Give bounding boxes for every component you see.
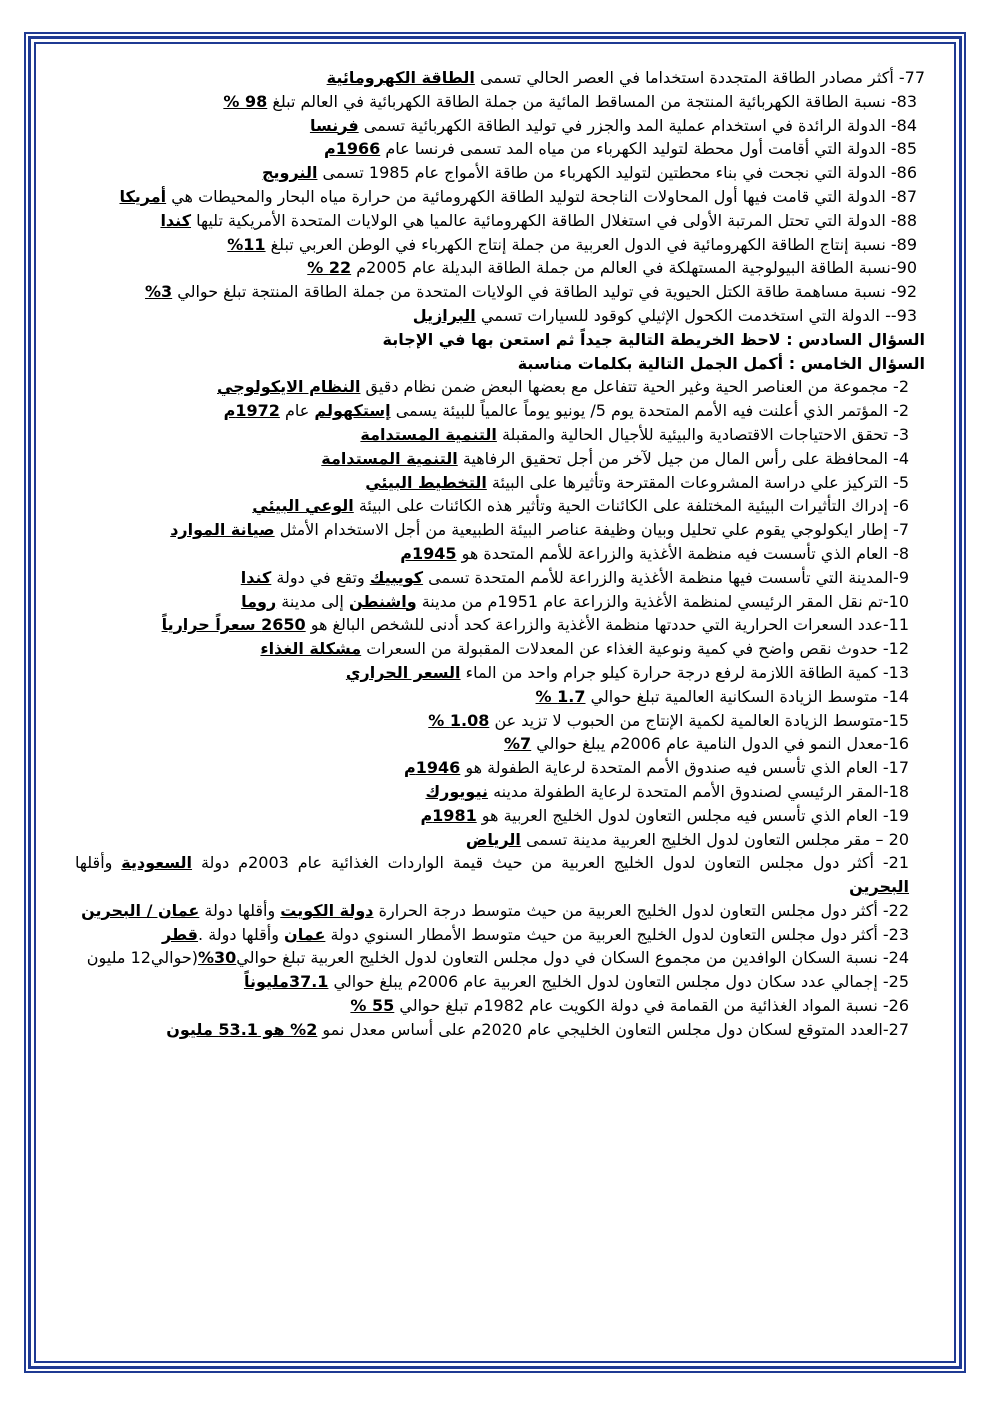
line-77: 77- أكثر مصادر الطاقة المتجددة استخداما في العصر الحالي تسمى الطاقة الكهرومائية (326, 68, 925, 87)
q-25: 25- إجمالي عدد سكان دول مجلس التعاون لدول الخليج العربية عام 2006م يبلغ حوالي 37.1مليوناً (243, 972, 909, 992)
q-22: 22- أكثر دول مجلس التعاون لدول الخليج العربية من حيث متوسط درجة الحرارة دولة الكويت وأقلها دولة عمان / البحرين (81, 900, 909, 920)
q-3: 3- تحقق الاحتياجات الاقتصادية والبيئية للأجيال الحالية والمقبلة التنمية المستدامة (360, 424, 909, 444)
line-89: 89- نسبة إنتاج الطاقة الكهرومائية في الدول العربية من جملة إنتاج الكهرباء في الوطن العربي تبلغ 11% (227, 234, 917, 254)
q-4: 4- المحافظة على رأس المال من جيل لآخر من أجل تحقيق الرفاهية التنمية المستدامة (321, 448, 909, 468)
q-11: 11-عدد السعرات الحرارية التي حددتها منظمة الأغذية والزراعة كحد أدنى للشخص البالغ هو 2650 سعراً حرارياً (161, 615, 909, 635)
section-heading-6: السؤال السادس : لاحظ الخريطة التالية جيداً ثم استعن بها في الإجابة (382, 329, 925, 349)
q-6: 6- إدراك التأثيرات البيئية المختلفة على الكائنات الحية وتأثير هذه الكائنات على البيئة الوعي البيئي (252, 496, 909, 516)
line-87: 87- الدولة التي قامت فيها أول المحاولات الناجحة لتوليد الطاقة الكهرومائية من حرارة مياه البحار والمحيطات هي أمريكا (119, 186, 917, 206)
q-21: 21- أكثر دول مجلس التعاون لدول الخليج العربية من حيث قيمة الواردات الغذائية عام 2003م دولة السعودية وأقلها البحرين (75, 853, 910, 897)
q-18: 18-المقر الرئيسي لصندوق الأمم المتحدة لرعاية الطفولة مدينه نيويورك (425, 781, 909, 801)
document-body (75, 66, 925, 1042)
q-2b: 2- المؤتمر الذي أعلنت فيه الأمم المتحدة يوم 5/ يونيو يوماً عالمياً للبيئة يسمى إستكهولم عام 1972م (223, 401, 909, 421)
q-17: 17- العام الذي تأسس فيه صندوق الأمم المتحدة لرعاية الطفولة هو 1946م (404, 758, 909, 778)
line-83: 83- نسبة الطاقة الكهربائية المنتجة من المساقط المائية من جملة الطاقة الكهربائية في العالم تبلغ 98 % (223, 91, 917, 111)
q-23: 23- أكثر دول مجلس التعاون لدول الخليج العربية من حيث متوسط الأمطار السنوي دولة عمان وأقلها دولة .قطر (162, 924, 909, 944)
q-5: 5- التركيز علي دراسة المشروعات المقترحة وتأثيرها على البيئة التخطيط البيئي (365, 472, 909, 492)
q-19: 19- العام الذي تأسس فيه مجلس التعاون لدول الخليج العربية هو 1981م (420, 805, 909, 825)
line-86: 86- الدولة التي نجحت في بناء محطتين لتوليد الكهرباء من طاقة الأمواج عام 1985 تسمى النرويج (261, 163, 917, 183)
q-27: 27-العدد المتوقع لسكان دول مجلس التعاون الخليجي عام 2020م على أساس معدل نمو 2% هو 53.1 مليون (166, 1019, 909, 1039)
q-2a: 2- مجموعة من العناصر الحية وغير الحية تتفاعل مع بعضها البعض ضمن نظام دقيق النظام الايكولوجي (217, 377, 909, 397)
line-85: 85- الدولة التي أقامت أول محطة لتوليد الكهرباء من مياه المد تسمى فرنسا عام 1966م (323, 139, 917, 159)
line-92: 92- نسبة مساهمة طاقة الكتل الحيوية في توليد الطاقة في الولايات المتحدة من جملة الطاقة المنتجة تبلغ حوالي 3% (145, 282, 917, 302)
q-9: 9-المدينة التي تأسست فيها منظمة الأغذية والزراعة للأمم المتحدة تسمى كويبيك وتقع في دولة كندا (240, 567, 909, 587)
section-heading-5: السؤال الخامس : أكمل الجمل التالية بكلمات مناسبة (517, 353, 925, 373)
q-14: 14- متوسط الزيادة السكانية العالمية تبلغ حوالي 1.7 % (535, 686, 909, 706)
q-12: 12- حدوث نقص واضح في كمية ونوعية الغذاء عن المعدلات المقبولة من السعرات مشكلة الغذاء (260, 639, 909, 659)
line-93: 93-- الدولة التي استخدمت الكحول الإثيلي كوقود للسيارات تسمي البرازيل (412, 305, 917, 325)
q-16: 16-معدل النمو في الدول النامية عام 2006م يبلغ حوالي 7% (504, 734, 909, 754)
line-88: 88- الدولة التي تحتل المرتبة الأولى في استغلال الطاقة الكهرومائية عالميا هي الولايات المتحدة الأمريكية تليها كندا (160, 210, 917, 230)
line-84: 84- الدولة الرائدة في استخدام عملية المد والجزر في توليد الطاقة الكهربائية تسمى فرنسا (309, 115, 917, 135)
q-7: 7- إطار ايكولوجي يقوم علي تحليل وبيان وظيفة عناصر البيئة الطبيعية من أجل الاستخدام الأمثل صيانة الموارد (170, 520, 909, 540)
q-24: 24- نسبة السكان الوافدين من مجموع السكان في دول مجلس التعاون لدول الخليج العربية تبلغ حوالي30%(حوالي12 مليون (86, 948, 909, 968)
q-13: 13- كمية الطاقة اللازمة لرفع درجة حرارة كيلو جرام واحد من الماء السعر الحراري (345, 662, 909, 682)
q-15: 15-متوسط الزيادة العالمية لكمية الإنتاج من الحبوب لا تزيد عن 1.08 % (428, 710, 909, 730)
q-8: 8- العام الذي تأسست فيه منظمة الأغذية والزراعة للأمم المتحدة هو 1945م (400, 543, 909, 563)
q-20: 20 – مقر مجلس التعاون لدول الخليج العربية مدينة تسمى الرياض (465, 829, 909, 849)
line-90: 90-نسبة الطاقة البيولوجية المستهلكة في العالم من جملة الطاقة البديلة عام 2005م 22 % (307, 258, 917, 278)
q-10: 10-تم نقل المقر الرئيسي لمنظمة الأغذية والزراعة عام 1951م من مدينة واشنطن إلى مدينة روما (241, 591, 909, 611)
q-26: 26- نسبة المواد الغذائية من القمامة في دولة الكويت عام 1982م تبلغ حوالي 55 % (350, 996, 909, 1016)
